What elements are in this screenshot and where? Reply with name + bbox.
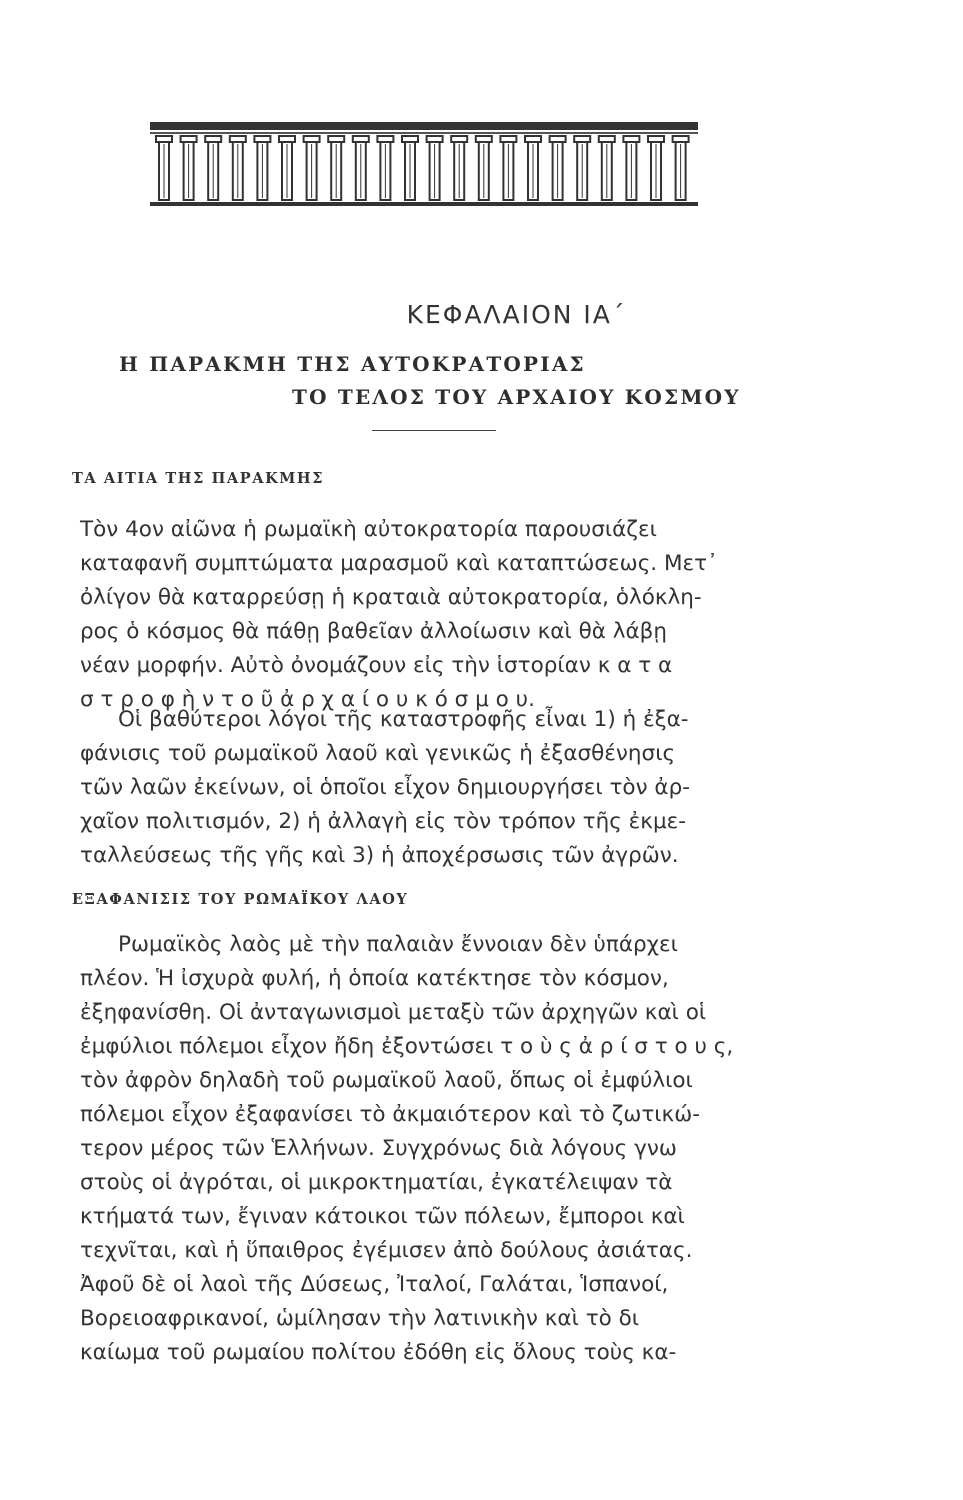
text-line: ὀλίγον θὰ καταρρεύσῃ ἡ κραταιὰ αὐτοκρατορία, ὁλόκλη- <box>80 585 702 610</box>
text-line: πόλεμοι εἶχον ἐξαφανίσει τὸ ἀκμαιότερον καὶ τὸ ζωτικώ- <box>80 1102 700 1127</box>
text-line: χαῖον πολιτισμόν, 2) ἡ ἀλλαγὴ εἰς τὸν τρόπον τῆς ἐκμε- <box>80 809 687 834</box>
section-heading-causes: ΤΑ ΑΙΤΙΑ ΤΗΣ ΠΑΡΑΚΜΗΣ <box>72 470 325 487</box>
text-line: νέαν μορφήν. Αὐτὸ ὀνομάζουν εἰς τὴν ἱστορίαν κ α τ α <box>80 653 673 678</box>
text-line: τῶν λαῶν ἐκείνων, οἱ ὁποῖοι εἶχον δημιουργήσει τὸν ἀρ- <box>80 775 690 800</box>
text-line: ρος ὁ κόσμος θὰ πάθῃ βαθεῖαν ἀλλοίωσιν καὶ θὰ λάβῃ <box>80 619 667 644</box>
chapter-title-line1: Η ΠΑΡΑΚΜΗ ΤΗΣ ΑΥΤΟΚΡΑΤΟΡΙΑΣ <box>119 352 586 376</box>
text-line: Τὸν 4ον αἰῶνα ἡ ρωμαϊκὴ αὐτοκρατορία παρουσιάζει <box>80 517 657 542</box>
text-line: Βορειοαφρικανοί, ὡμίλησαν τὴν λατινικὴν καὶ τὸ δι <box>80 1306 640 1331</box>
chapter-title-line2: ΤΟ ΤΕΛΟΣ ΤΟΥ ΑΡΧΑΙΟΥ ΚΟΣΜΟΥ <box>292 385 741 409</box>
text-line: ταλλεύσεως τῆς γῆς καὶ 3) ἡ ἀποχέρσωσις τῶν ἀγρῶν. <box>80 843 679 868</box>
text-line: φάνισις τοῦ ρωμαϊκοῦ λαοῦ καὶ γενικῶς ἡ ἐξασθένησις <box>80 741 676 766</box>
paragraph-1 <box>80 513 785 717</box>
text-line: καταφανῆ συμπτώματα μαρασμοῦ καὶ καταπτώσεως. Μετ᾿ <box>80 551 718 576</box>
text-line: Ἀφοῦ δὲ οἱ λαοὶ τῆς Δύσεως, Ἰταλοί, Γαλάται, Ἱσπανοί, <box>80 1272 669 1297</box>
text-line: Ρωμαϊκὸς λαὸς μὲ τὴν παλαιὰν ἔννοιαν δὲν ὑπάρχει <box>118 932 678 957</box>
paragraph-3 <box>80 928 785 1370</box>
chapter-heading: ΚΕΦΑΛΑΙΟΝ ΙΑ΄ <box>406 300 627 329</box>
text-line: πλέον. Ἡ ἰσχυρὰ φυλή, ἡ ὁποία κατέκτησε τὸν κόσμον, <box>80 966 669 991</box>
text-line: τερον μέρος τῶν Ἑλλήνων. Συγχρόνως διὰ λόγους γνω <box>80 1136 677 1161</box>
text-line: τεχνῖται, καὶ ἡ ὕπαιθρος ἐγέμισεν ἀπὸ δούλους ἀσιάτας. <box>80 1238 693 1263</box>
text-line: ἐμφύλιοι πόλεμοι εἶχον ἤδη ἐξοντώσει τ ο ὺ ς ἀ ρ ί σ τ ο υ ς, <box>80 1034 734 1059</box>
text-line: Οἱ βαθύτεροι λόγοι τῆς καταστροφῆς εἶναι 1) ἡ ἐξα- <box>118 707 689 732</box>
text-line: ἐξηφανίσθη. Οἱ ἀνταγωνισμοὶ μεταξὺ τῶν ἀρχηγῶν καὶ οἱ <box>80 1000 707 1025</box>
paragraph-2 <box>80 703 785 873</box>
text-line: κτήματά των, ἔγιναν κάτοικοι τῶν πόλεων, ἔμποροι καὶ <box>80 1204 685 1229</box>
colonnade-ornament <box>150 122 698 210</box>
text-line: τὸν ἀφρὸν δηλαδὴ τοῦ ρωμαϊκοῦ λαοῦ, ὅπως οἱ ἐμφύλιοι <box>80 1068 693 1093</box>
text-line: καίωμα τοῦ ρωμαίου πολίτου ἐδόθη εἰς ὅλους τοὺς κα- <box>80 1340 677 1365</box>
text-line: σ τ ρ ο φ ὴ ν τ ο ῦ ἀ ρ χ α ί ο υ κ ό σ μ ο υ. <box>80 687 535 712</box>
text-line: στοὺς οἱ ἀγρόται, οἱ μικροκτηματίαι, ἐγκατέλειψαν τὰ <box>80 1170 673 1195</box>
section-heading-disappearance: ΕΞΑΦΑΝΙΣΙΣ ΤΟΥ ΡΩΜΑΪΚΟΥ ΛΑΟΥ <box>72 891 409 908</box>
title-rule <box>372 430 496 431</box>
